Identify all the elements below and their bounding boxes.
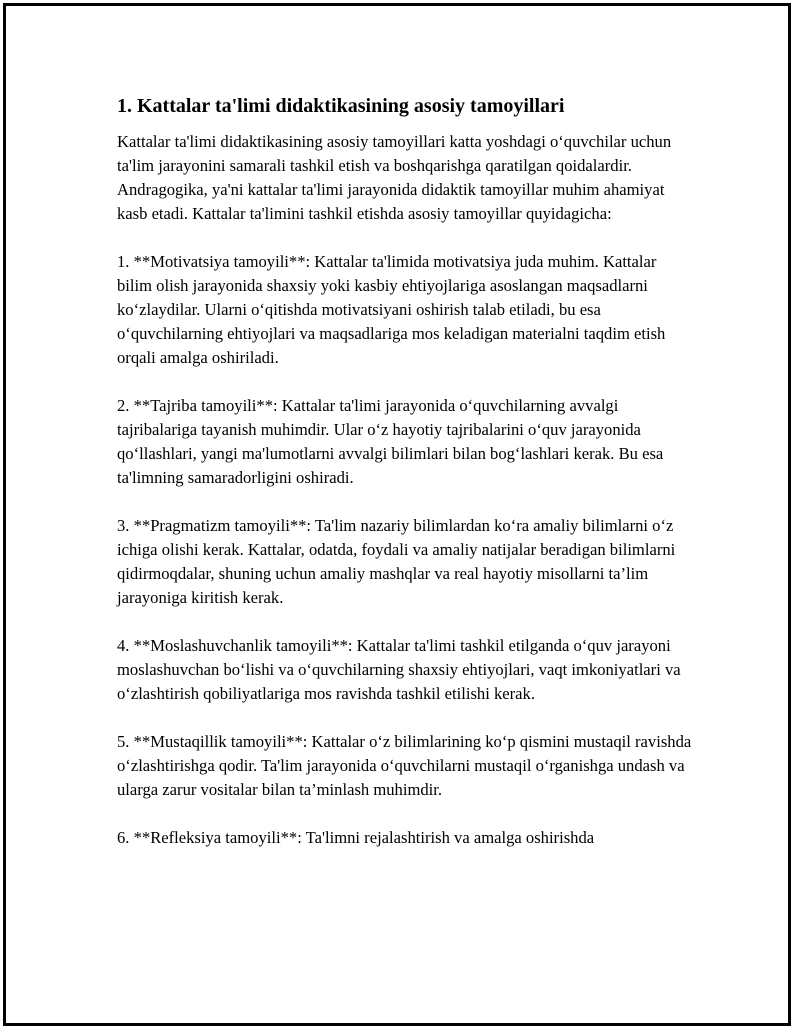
paragraph-pragmatism-principle: 3. **Pragmatizm tamoyili**: Ta'lim nazariy bilimlardan ko‘ra amaliy bilimlarni o‘z ichiga olishi kerak. Kattalar, odatda, foydali va amaliy natijalar beradigan bilimlarni qidirmoqdalar, shuning uchun amaliy mashqlar va real hayotiy misollarni ta’lim jarayoniga kiritish kerak. [117,516,676,607]
paragraph-experience-principle: 2. **Tajriba tamoyili**: Kattalar ta'limi jarayonida o‘quvchilarning avvalgi tajribalariga tayanish muhimdir. Ular o‘z hayotiy tajribalarini o‘quv jarayonida qo‘llashlari, yangi ma'lumotlarni avvalgi bilimlari bilan bog‘lashlari kerak. Bu esa ta'limning samaradorligini oshiradi. [117,396,664,487]
paragraph-independence-principle: 5. **Mustaqillik tamoyili**: Kattalar o‘z bilimlarining ko‘p qismini mustaqil ravishda o‘zlashtirishga qodir. Ta'lim jarayonida o‘quvchilarni mustaqil o‘rganishga undash va ularga zarur vositalar bilan ta’minlash muhimdir. [117,732,692,799]
paragraph-flexibility-principle: 4. **Moslashuvchanlik tamoyili**: Kattalar ta'limi tashkil etilganda o‘quv jarayoni moslashuvchan bo‘lishi va o‘quvchilarning shaxsiy ehtiyojlari, vaqt imkoniyatlari va o‘zlashtirish qobiliyatlariga mos ravishda tashkil etilishi kerak. [117,636,681,703]
document-heading: 1. Kattalar ta'limi didaktikasining asosiy tamoyillari [117,95,565,117]
paragraph-intro: Kattalar ta'limi didaktikasining asosiy tamoyillari katta yoshdagi o‘quvchilar uchun ta'lim jarayonini samarali tashkil etish va boshqarishga qaratilgan qoidalardir. Andragogika, ya'ni kattalar ta'limi jarayonida didaktik tamoyillar muhim ahamiyat kasb etadi. Kattalar ta'limini tashkil etishda asosiy tamoyillar quyidagicha: [117,132,672,223]
paragraph-motivation-principle: 1. **Motivatsiya tamoyili**: Kattalar ta'limida motivatsiya juda muhim. Kattalar bilim olish jarayonida shaxsiy yoki kasbiy ehtiyojlariga asoslangan maqsadlarni ko‘zlaydilar. Ularni o‘qitishda motivatsiyani oshirish talab etiladi, bu esa o‘quvchilarning ehtiyojlari va maqsadlariga mos keladigan materialni taqdim etish orqali amalga oshiriladi. [117,252,666,367]
paragraph-reflection-principle: 6. **Refleksiya tamoyili**: Ta'limni rejalashtirish va amalga oshirishda [117,828,595,847]
document-body [117,92,692,874]
